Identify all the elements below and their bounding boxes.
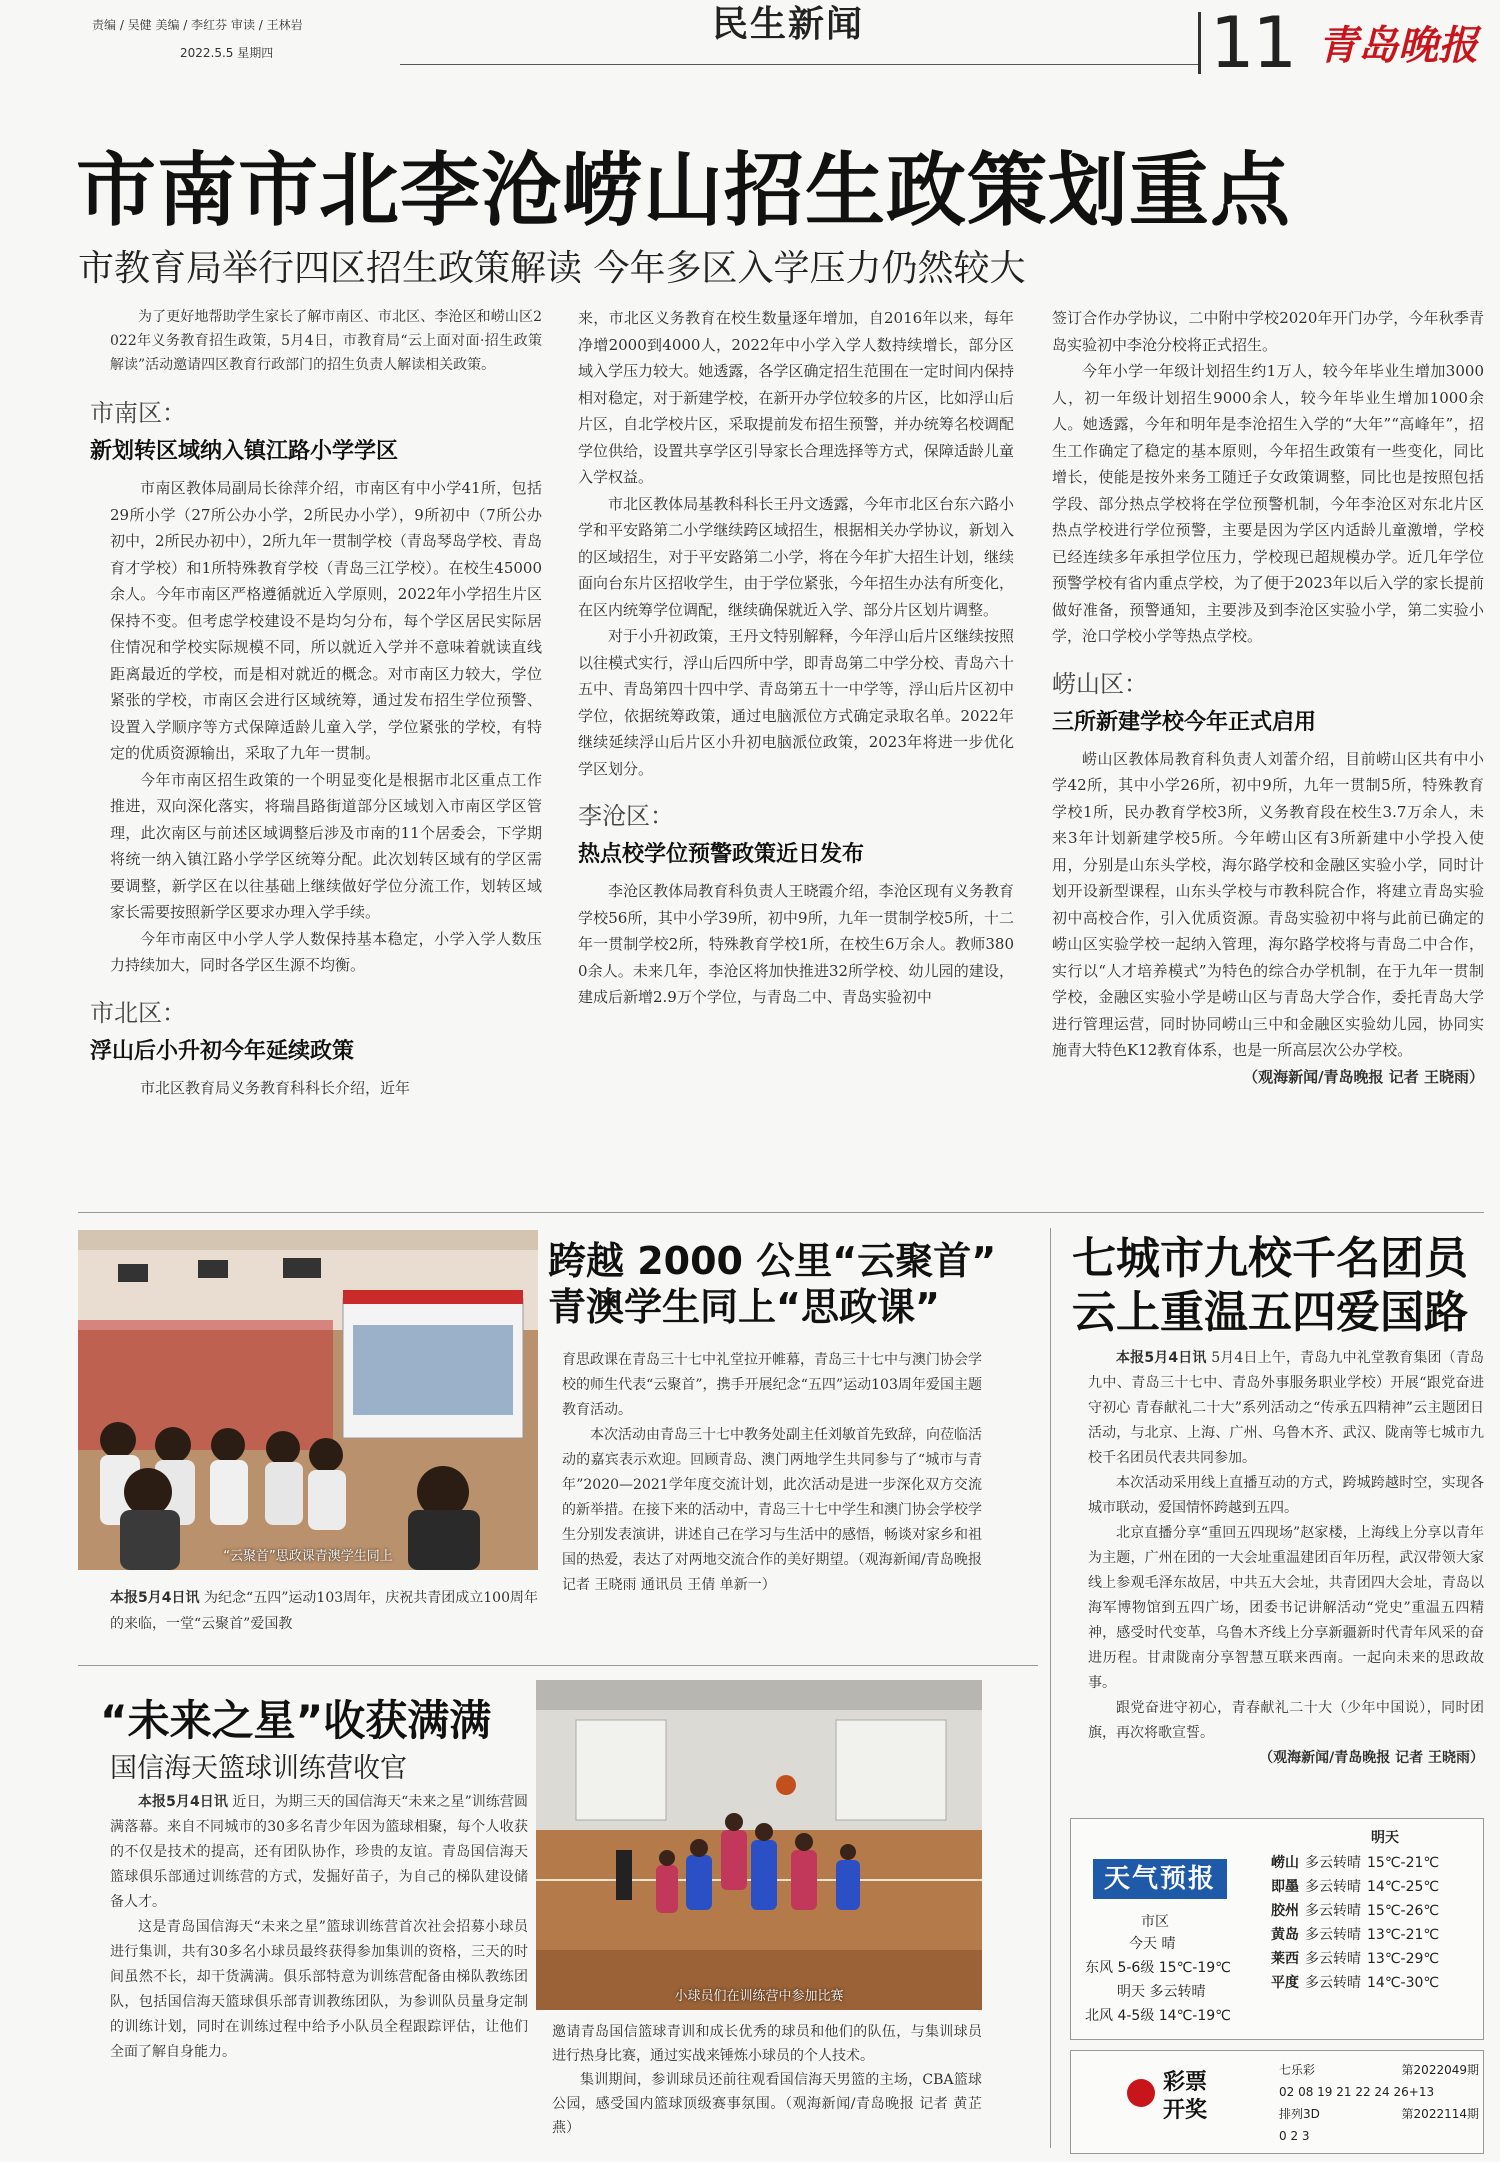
paragraph: 来，市北区义务教育在校生数量逐年增加，自2016年以来，每年净增2000到4000人，2022年中小学入学人数持续增长，部分区域入学压力较大。她透露，各学区确定招生范围在一定时间内保持相对稳定，对于新建学校，在新开办学位较多的片区，比如浮山后片区，自北学校片区，采取提前发布招生预警，并办统筹名校调配学位供给，设置共享学区引导家长合理选择等方式，保障适龄儿童入学权益。 — [578, 309, 1014, 486]
district-forecast-row — [1271, 1851, 1481, 1875]
district-forecast-row — [1271, 1923, 1481, 1947]
section-label-shinan: 市南区： — [90, 399, 186, 427]
weather-tomorrow-detail: 北风 4-5级 14℃-19℃ — [1085, 2008, 1231, 2024]
paragraph: 集训期间，参训球员还前往观看国信海天男篮的主场，CBA篮球公园，感受国内篮球顶级赛事氛围。（观海新闻/青岛晚报 记者 黄芷燕） — [552, 2072, 982, 2136]
lottery-game: 七乐彩 — [1279, 2063, 1316, 2077]
article-column-3 — [1052, 305, 1484, 1195]
district-name: 平度 — [1271, 1975, 1299, 1991]
lottery-numbers: 02 08 19 21 22 24 26+13 — [1279, 2085, 1435, 2099]
district-temp: 15℃-21℃ — [1367, 1855, 1440, 1871]
lottery-box — [1070, 2050, 1484, 2154]
article-column-2 — [578, 305, 1014, 1195]
story3-headline — [1072, 1232, 1468, 1340]
photo-basketball — [536, 1680, 982, 2010]
paragraph: 签订合作办学协议，二中附中学校2020年开门办学，今年秋季青岛实验初中李沧分校将正式招生。 — [1052, 309, 1484, 354]
section-label-laoshan: 崂山区： — [1052, 669, 1148, 698]
district-forecast-row — [1271, 1899, 1481, 1923]
headline-line: 七城市九校千名团员 — [1072, 1233, 1468, 1284]
story4-body-left — [110, 1790, 528, 2150]
lottery-game: 排列3D — [1279, 2107, 1320, 2121]
section-subhead-laoshan: 三所新建学校今年正式启用 — [1052, 709, 1317, 735]
photo-caption-text — [110, 1585, 538, 1637]
story3-body — [1088, 1346, 1484, 1816]
weather-tomorrow: 明天 多云转晴 — [1117, 1984, 1206, 2000]
column-rule — [78, 1212, 1484, 1213]
paragraph: 今年市南区招生政策的一个明显变化是根据市北区重点工作推进，双向深化落实，将瑞昌路街道部分区域划入市南区学区管理，此次南区与前述区域调整后涉及市南的11个居委会，下学期将统一纳入镇江路小学学区统筹分配。此次划转区域有的学区需要调整，新学区在以往基础上继续做好学位分流工作，划转区域家长需要按照新学区要求办理入学手续。 — [110, 770, 542, 921]
district-temp: 14℃-30℃ — [1367, 1975, 1440, 1991]
district-name: 莱西 — [1271, 1951, 1299, 1967]
district-forecast-row — [1271, 1971, 1481, 1995]
weather-city: 市区 — [1141, 1914, 1169, 1930]
lottery-issue: 第2022114期 — [1401, 2107, 1479, 2121]
lottery-results — [1279, 2059, 1479, 2147]
article-intro: 为了更好地帮助学生家长了解市南区、市北区、李沧区和崂山区2022年义务教育招生政策，5月4日，市教育局“云上面对面·招生政策解读”活动邀请四区教育行政部门的招生负责人解读相关政策。 — [110, 309, 542, 373]
district-forecast-row — [1271, 1947, 1481, 1971]
district-weather: 多云转晴 — [1305, 1879, 1361, 1895]
photo-classroom — [78, 1230, 538, 1570]
district-weather: 多云转晴 — [1305, 1975, 1361, 1991]
weather-title: 天气预报 — [1093, 1859, 1227, 1899]
paragraph: 市南区教体局副局长徐萍介绍，市南区有中小学41所，包括29所小学（27所公办小学，2所民办小学），9所初中（7所公办初中，2所民办初中），2所九年一贯制学校（青岛琴岛学校、青岛育才学校）和1所特殊教育学校（青岛三江学校）。在校生45000余人。今年市南区严格遵循就近入学原则，2022年小学招生片区保持不变。但考虑学校建设不是均匀分布，每个学区居民实际居住情况和学校实际规模不同，所以就近入学并不意味着就读直线距离最近的学校，而是相对就近的概念。对市南区力较大，学位紧张的学校，市南区会进行区域统筹，通过发布招生学位预警、设置入学顺序等方式保障适龄儿童入学，学位紧张的学校，有特定的优质资源输出，采取了九年一贯制。 — [110, 479, 542, 762]
header-date: 2022.5.5 星期四 — [180, 46, 274, 60]
paragraph — [1088, 1346, 1484, 1471]
lottery-icon — [1127, 2079, 1155, 2107]
district-weather: 多云转晴 — [1305, 1951, 1361, 1967]
photo-caption: 小球员们在训练营中参加比赛 — [674, 1989, 844, 2004]
section-name: 民生新闻 — [712, 4, 865, 45]
story4-headline: “未来之星”收获满满 — [100, 1696, 492, 1745]
classroom-photo-illustration — [78, 1230, 538, 1570]
story4-rule — [78, 1665, 1038, 1666]
paragraph: 李沧区教体局教育科负责人王晓霞介绍，李沧区现有义务教育学校56所，其中小学39所，初中9所，九年一贯制学校5所，十二年一贯制学校2所，特殊教育学校1所，在校生6万余人。教师3800余人。未来几年，李沧区将加快推进32所学校、幼儿园的建设，建成后新增2.9万个学位，与青岛二中、青岛实验初中 — [578, 882, 1014, 1006]
section-subhead-shibei: 浮山后小升初今年延续政策 — [90, 1038, 355, 1064]
weather-today: 今天 晴 — [1129, 1936, 1176, 1952]
district-temp: 14℃-25℃ — [1367, 1879, 1440, 1895]
paragraph: 市北区教育局义务教育科科长介绍，近年 — [140, 1078, 411, 1097]
district-forecast-row — [1271, 1875, 1481, 1899]
district-temp: 15℃-26℃ — [1367, 1903, 1440, 1919]
photo-caption: “云聚首”思政课青澳学生同上 — [223, 1549, 393, 1564]
article-column-1 — [90, 305, 542, 1195]
story4-body-right — [552, 2020, 982, 2158]
paragraph: 市北区教体局基教科科长王丹文透露，今年市北区台东六路小学和平安路第二小学继续跨区域招生，根据相关办学协议，新划入的区域招生，对于平安路第二小学，将在今年扩大招生计划，继续面向台东片区招收学生，由于学位紧张，今年招生办法有所变化，在区内统筹学位调配，继续确保就近入学、部分片区划片调整。 — [578, 494, 1014, 619]
weather-today-detail: 东风 5-6级 15℃-19℃ — [1085, 1960, 1231, 1976]
district-name: 崂山 — [1271, 1855, 1299, 1871]
paragraph: 今年小学一年级计划招生约1万人，较今年毕业生增加3000人，初一年级计划招生9000余人，较今年毕业生增加1000余人。她透露，今年和明年是李沧招生入学的“大年”“高峰年”，招生工作确定了稳定的基本原则，今年招生政策有一些变化，同比增长，使能是按外来务工随迁子女政策调整，同比也是按照包括学段、部分热点学校将在学位预警机制，今年李沧区对东北片区热点学校进行学位预警，主要是因为学区内适龄儿童激增，学校已经连续多年承担学位压力，学校现已超规模办学。近几年学位预警学校有省内重点学校，为了便于2023年以后入学的家长提前做好准备，预警通知，主要涉及到李沧区实验小学，第二实验小学，沧口学校小学等热点学校。 — [1052, 362, 1484, 645]
header-rule — [400, 64, 1200, 65]
district-weather: 多云转晴 — [1305, 1903, 1361, 1919]
district-weather: 多云转晴 — [1305, 1855, 1361, 1871]
district-temp: 13℃-21℃ — [1367, 1927, 1440, 1943]
lead-tag: 本报5月4日讯 — [1116, 1350, 1207, 1366]
lottery-title-line: 彩票 — [1163, 2070, 1208, 2095]
header-divider — [1198, 12, 1201, 74]
page-number: 11 — [1210, 2, 1296, 84]
paragraph: 这是青岛国信海天“未来之星”篮球训练营首次社会招募小球员进行集训，共有30多名小球员最终获得参加集训的资格，三天的时间虽然不长，却干货满满。俱乐部特意为训练营配备由梯队教练团队，包括国信海天篮球俱乐部青训教练团队，为参训队员量身定制的训练计划，同时在训练过程中给予小队员全程跟踪评估，让他们全面了解自身能力。 — [110, 1919, 528, 2060]
lottery-title-line: 开奖 — [1163, 2098, 1208, 2123]
lead-text: 近日，为期三天的国信海天“未来之星”训练营圆满落幕。来自不同城市的30多名青少年因为篮球相聚，每个人收获的不仅是技术的提高，还有团队协作，珍贵的友谊。青岛国信海天篮球俱乐部通过训练营的方式，发掘好苗子，为自己的梯队建设储备人才。 — [110, 1794, 528, 1910]
headline-line: 云上重温五四爱国路 — [1072, 1287, 1468, 1338]
district-temp: 13℃-29℃ — [1367, 1951, 1440, 1967]
section-label-licang: 李沧区： — [578, 802, 674, 830]
district-forecast-list — [1271, 1851, 1481, 1995]
paragraph: 北京直播分享“重回五四现场”赵家楼，上海线上分享以青年为主题，广州在团的一大会址重温建团百年历程，武汉带领大家线上参观毛泽东故居，中共五大会址，共青团四大会址，青岛以海军博物馆到五四广场，团委书记讲解活动“党史”重温五四精神，感受时代变革，乌鲁木齐线上分享新疆新时代青年风采的奋进历程。甘肃陇南分享智慧互联来西南。一起向未来的思政故事。 — [1088, 1525, 1484, 1691]
lead-text: 为纪念“五四”运动103周年，庆祝共青团成立100周年的来临，一堂“云聚首”爱国教 — [110, 1590, 539, 1632]
paragraph: 跟党奋进守初心，青春献礼二十大（少年中国说），同时团旗，再次将歌宣誓。 — [1088, 1700, 1484, 1741]
lead-tag: 本报5月4日讯 — [110, 1590, 200, 1606]
byline: （观海新闻/青岛晚报 记者 王晓雨） — [1259, 1750, 1484, 1766]
paragraph: 今年市南区中小学人学人数保持基本稳定，小学入学人数压力持续加大，同时各学区生源不均衡。 — [110, 929, 542, 974]
paragraph: 崂山区教体局教育科负责人刘蕾介绍，目前崂山区共有中小学42所，其中小学26所，初中9所，九年一贯制5所，特殊教育学校1所，民办教育学校3所，义务教育段在校生3.7万余人，未来3年计划新建学校5所。今年崂山区有3所新建中小学投入使用，分别是山东头学校，海尔路学校和金融区实验小学，同时计划开设新型课程，山东头学校与市教科院合作，将建立青岛实验初中高校合作，引入优质资源。青岛实验初中将与此前已确定的崂山区实验学校一起纳入管理，海尔路学校将与青岛二中合作，实行以“人才培养模式”为特色的综合办学机制，在于九年一贯制学校，金融区实验小学是崂山区与青岛大学合作，委托青岛大学进行管理运营，同时协同崂山三中和金融区实验幼儿园，协同实施青大特色K12教育体系，也是一所高层次公办学校。 — [1052, 749, 1484, 1059]
district-name: 胶州 — [1271, 1903, 1299, 1919]
story2-headline — [548, 1238, 996, 1330]
story2-body — [562, 1348, 982, 1628]
section-label-shibei: 市北区： — [90, 998, 186, 1027]
main-headline: 市南市北李沧崂山招生政策划重点 — [76, 144, 1291, 237]
section-subhead-shinan: 新划转区域纳入镇江路小学学区 — [90, 439, 399, 464]
lead-text: 5月4日上午，青岛九中礼堂教育集团（青岛九中、青岛三十七中、青岛外事服务职业学校）开展“跟党奋进守初心 青春献礼二十大”系列活动之“传承五四精神”云主题团日活动，与北京、上海、广州、乌鲁木齐、武汉、陇南等七城市九校千名团员代表共同参加。 — [1088, 1350, 1484, 1466]
story4-subheadline: 国信海天篮球训练营收官 — [110, 1753, 407, 1784]
header-credits: 责编 / 吴健 美编 / 李红芬 审读 / 王林岩 — [92, 18, 303, 32]
basketball-photo-illustration — [536, 1680, 982, 2010]
main-subheadline: 市教育局举行四区招生政策解读 今年多区入学压力仍然较大 — [78, 248, 1026, 289]
newspaper-logo: 青岛晚报 — [1318, 22, 1478, 69]
paragraph: 本次活动由青岛三十七中教务处副主任刘敏首先致辞，向莅临活动的嘉宾表示欢迎。回顾青岛、澳门两地学生共同参与了“城市与青年”2020—2021学年度交流计划，此次活动是进一步深化双方交流的新举措。在接下来的活动中，青岛三十七中学生和澳门协会学校学生分别发表演讲，讲述自己在学习与生活中的感悟，畅谈对家乡和祖国的热爱，表达了对两地交流合作的美好期望。（观海新闻/青岛晚报 记者 王晓雨 通讯员 王倩 单新一） — [562, 1427, 982, 1593]
lottery-title — [1163, 2069, 1207, 2125]
paragraph — [110, 1790, 528, 1915]
paragraph: 育思政课在青岛三十七中礼堂拉开帷幕，青岛三十七中与澳门协会学校的师生代表“云聚首”，携手开展纪念“五四”运动103周年爱国主题教育活动。 — [562, 1352, 982, 1418]
weather-box — [1070, 1818, 1484, 2040]
section-subhead-licang: 热点校学位预警政策近日发布 — [578, 842, 865, 867]
lead-tag: 本报5月4日讯 — [138, 1794, 228, 1810]
paragraph: 邀请青岛国信篮球青训和成长优秀的球员和他们的队伍，与集训球员进行热身比赛，通过实战来锤炼小球员的个人技术。 — [552, 2024, 982, 2064]
district-name: 黄岛 — [1271, 1927, 1299, 1943]
lottery-numbers: 0 2 3 — [1279, 2129, 1310, 2143]
byline: （观海新闻/青岛晚报 记者 王晓雨） — [1243, 1067, 1484, 1086]
lottery-issue: 第2022049期 — [1401, 2063, 1479, 2077]
district-weather: 多云转晴 — [1305, 1927, 1361, 1943]
headline-line: 青澳学生同上“思政课” — [548, 1285, 940, 1329]
weather-right-header: 明天 — [1371, 1830, 1399, 1846]
district-name: 即墨 — [1271, 1879, 1299, 1895]
paragraph: 本次活动采用线上直播互动的方式，跨城跨越时空，实现各城市联动，爱国情怀跨越到五四。 — [1088, 1475, 1484, 1516]
vertical-rule — [1050, 1228, 1051, 2148]
paragraph: 对于小升初政策，王丹文特别解释，今年浮山后片区继续按照以往模式实行，浮山后四所中学，即青岛第二中学分校、青岛六十五中、青岛第四十四中学、青岛第五十一中学等，浮山后片区初中学位，依据统筹政策，通过电脑派位方式确定录取名单。2022年继续延续浮山后片区小升初电脑派位政策，2023年将进一步优化学区划分。 — [578, 627, 1014, 778]
headline-line: 跨越 2000 公里“云聚首” — [548, 1239, 997, 1283]
